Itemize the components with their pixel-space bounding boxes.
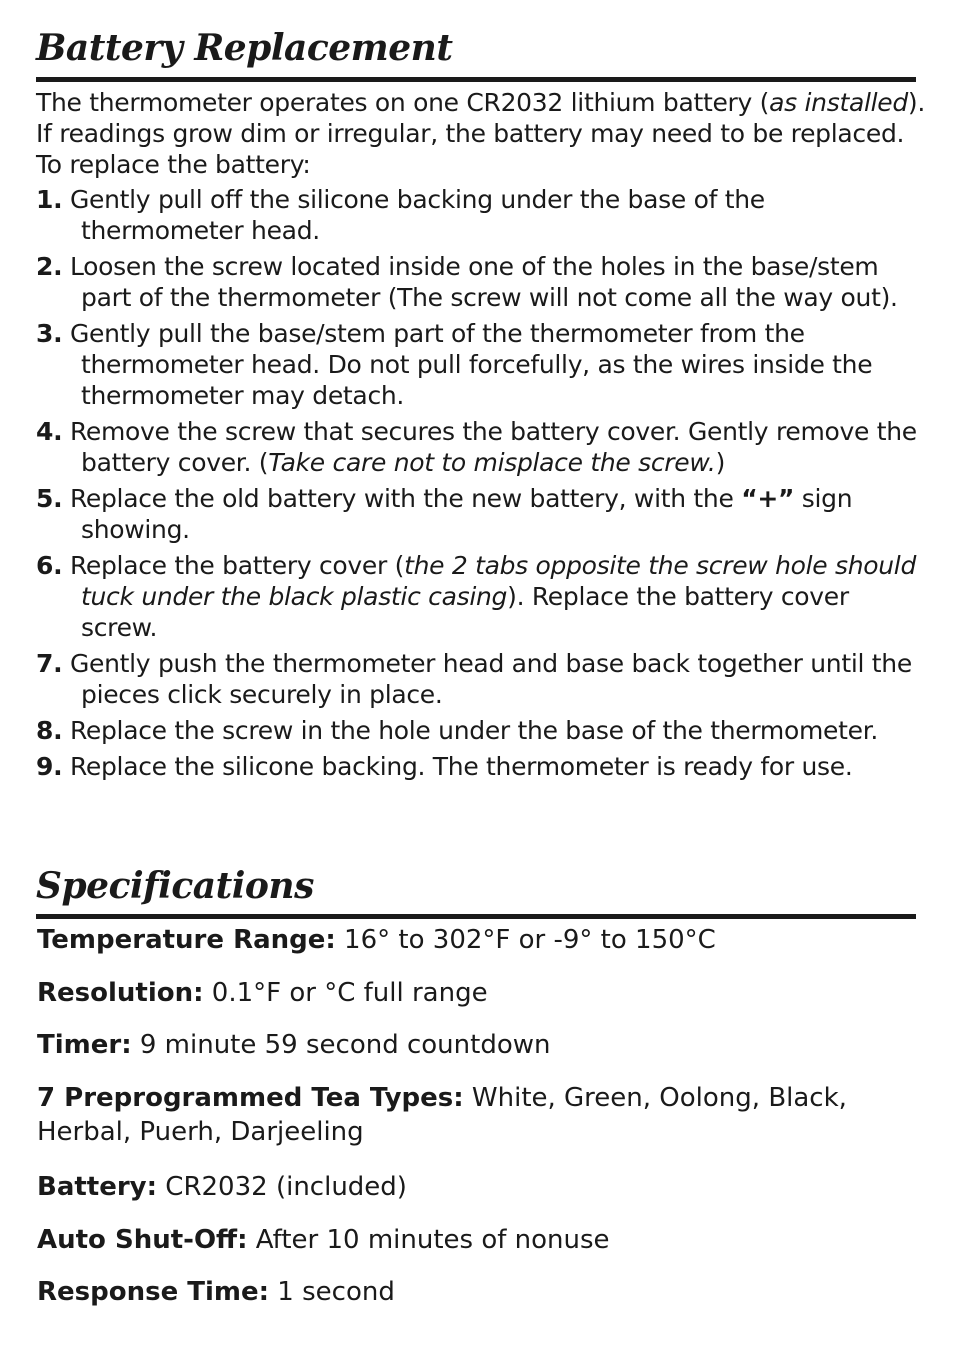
step-item: 5. Replace the old battery with the new battery, with the “+” sign showing. — [36, 484, 853, 544]
step-item: 8. Replace the screw in the hole under the base of the thermometer. — [36, 716, 879, 745]
battery-steps-list — [36, 184, 926, 787]
specs-heading-rule — [36, 914, 916, 919]
spec-temperature-range: Temperature Range: 16° to 302°F or -9° to 150°C — [37, 925, 716, 955]
spec-response-time: Response Time: 1 second — [37, 1277, 395, 1307]
spec-battery: Battery: CR2032 (included) — [37, 1172, 407, 1202]
step-item: 2. Loosen the screw located inside one of the holes in the base/stem part of the thermometer (The screw will not come all the way out). — [36, 252, 898, 312]
step-item: 9. Replace the silicone backing. The thermometer is ready for use. — [36, 752, 853, 781]
step-item: 4. Remove the screw that secures the battery cover. Gently remove the battery cover. (Take care not to misplace the screw.) — [36, 417, 917, 477]
step-item: 7. Gently push the thermometer head and base back together until the pieces click securely in place. — [36, 649, 912, 709]
specifications-heading: Specifications — [36, 865, 314, 907]
step-item: 3. Gently pull the base/stem part of the thermometer from the thermometer head. Do not pull forcefully, as the wires inside the thermometer may detach. — [36, 319, 873, 410]
battery-intro: The thermometer operates on one CR2032 lithium battery (as installed). If readings grow dim or irregular, the battery may need to be replaced. To replace the battery: — [36, 88, 926, 179]
battery-replacement-heading: Battery Replacement — [36, 27, 453, 69]
heading-rule — [36, 77, 916, 82]
spec-resolution: Resolution: 0.1°F or °C full range — [37, 978, 488, 1008]
spec-timer: Timer: 9 minute 59 second countdown — [37, 1030, 551, 1060]
spec-tea-types: 7 Preprogrammed Tea Types: White, Green, Oolong, Black, Herbal, Puerh, Darjeeling — [37, 1083, 847, 1147]
step-item: 1. Gently pull off the silicone backing under the base of the thermometer head. — [36, 185, 765, 245]
step-item: 6. Replace the battery cover (the 2 tabs opposite the screw hole should tuck under the black plastic casing). Replace the battery cover screw. — [36, 551, 917, 642]
spec-auto-shut-off: Auto Shut-Off: After 10 minutes of nonuse — [37, 1225, 610, 1255]
